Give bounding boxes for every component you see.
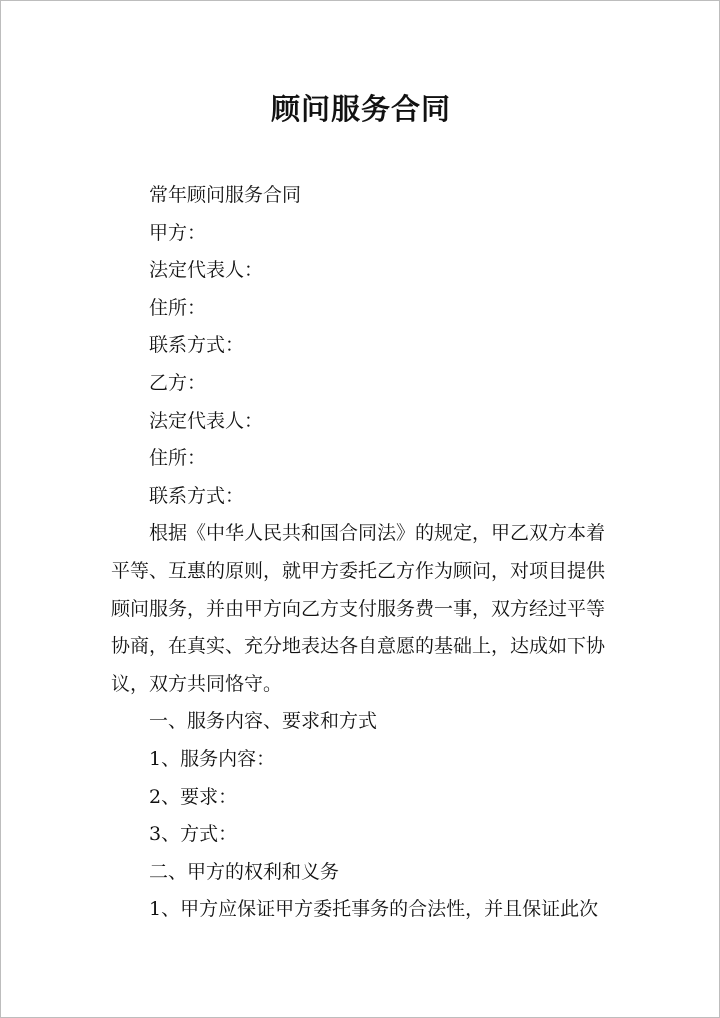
- preamble-line-2: 平等、互惠的原则，就甲方委托乙方作为顾问，对项目提供: [111, 559, 606, 582]
- party-b-label: 乙方：: [149, 371, 207, 394]
- party-a-contact: 联系方式：: [149, 334, 245, 357]
- party-b-representative: 法定代表人：: [149, 409, 264, 432]
- party-a-label: 甲方：: [149, 221, 207, 244]
- section-2-item-1: 1、甲方应保证甲方委托事务的合法性，并且保证此次: [149, 898, 599, 921]
- section-1-item-3: 3、方式：: [149, 823, 238, 846]
- preamble-line-1: 根据《中华人民共和国合同法》的规定，甲乙双方本着: [149, 522, 606, 545]
- section-1-item-1: 1、服务内容：: [149, 747, 276, 770]
- section-2-heading: 二、甲方的权利和义务: [149, 860, 340, 883]
- party-a-address: 住所：: [149, 296, 207, 319]
- preamble-line-4: 协商，在真实、充分地表达各自意愿的基础上，达成如下协: [111, 635, 606, 658]
- party-b-address: 住所：: [149, 447, 207, 470]
- party-a-representative: 法定代表人：: [149, 259, 264, 282]
- document-title: 顾问服务合同: [270, 92, 451, 126]
- section-1-item-2: 2、要求：: [149, 785, 238, 808]
- subtitle-line: 常年顾问服务合同: [149, 184, 302, 206]
- preamble-line-5: 议，双方共同恪守。: [111, 672, 283, 695]
- preamble-line-3: 顾问服务，并由甲方向乙方支付服务费一事，双方经过平等: [111, 597, 606, 620]
- document-body: [111, 177, 631, 929]
- section-1-heading: 一、服务内容、要求和方式: [149, 710, 378, 733]
- party-b-contact: 联系方式：: [149, 484, 245, 507]
